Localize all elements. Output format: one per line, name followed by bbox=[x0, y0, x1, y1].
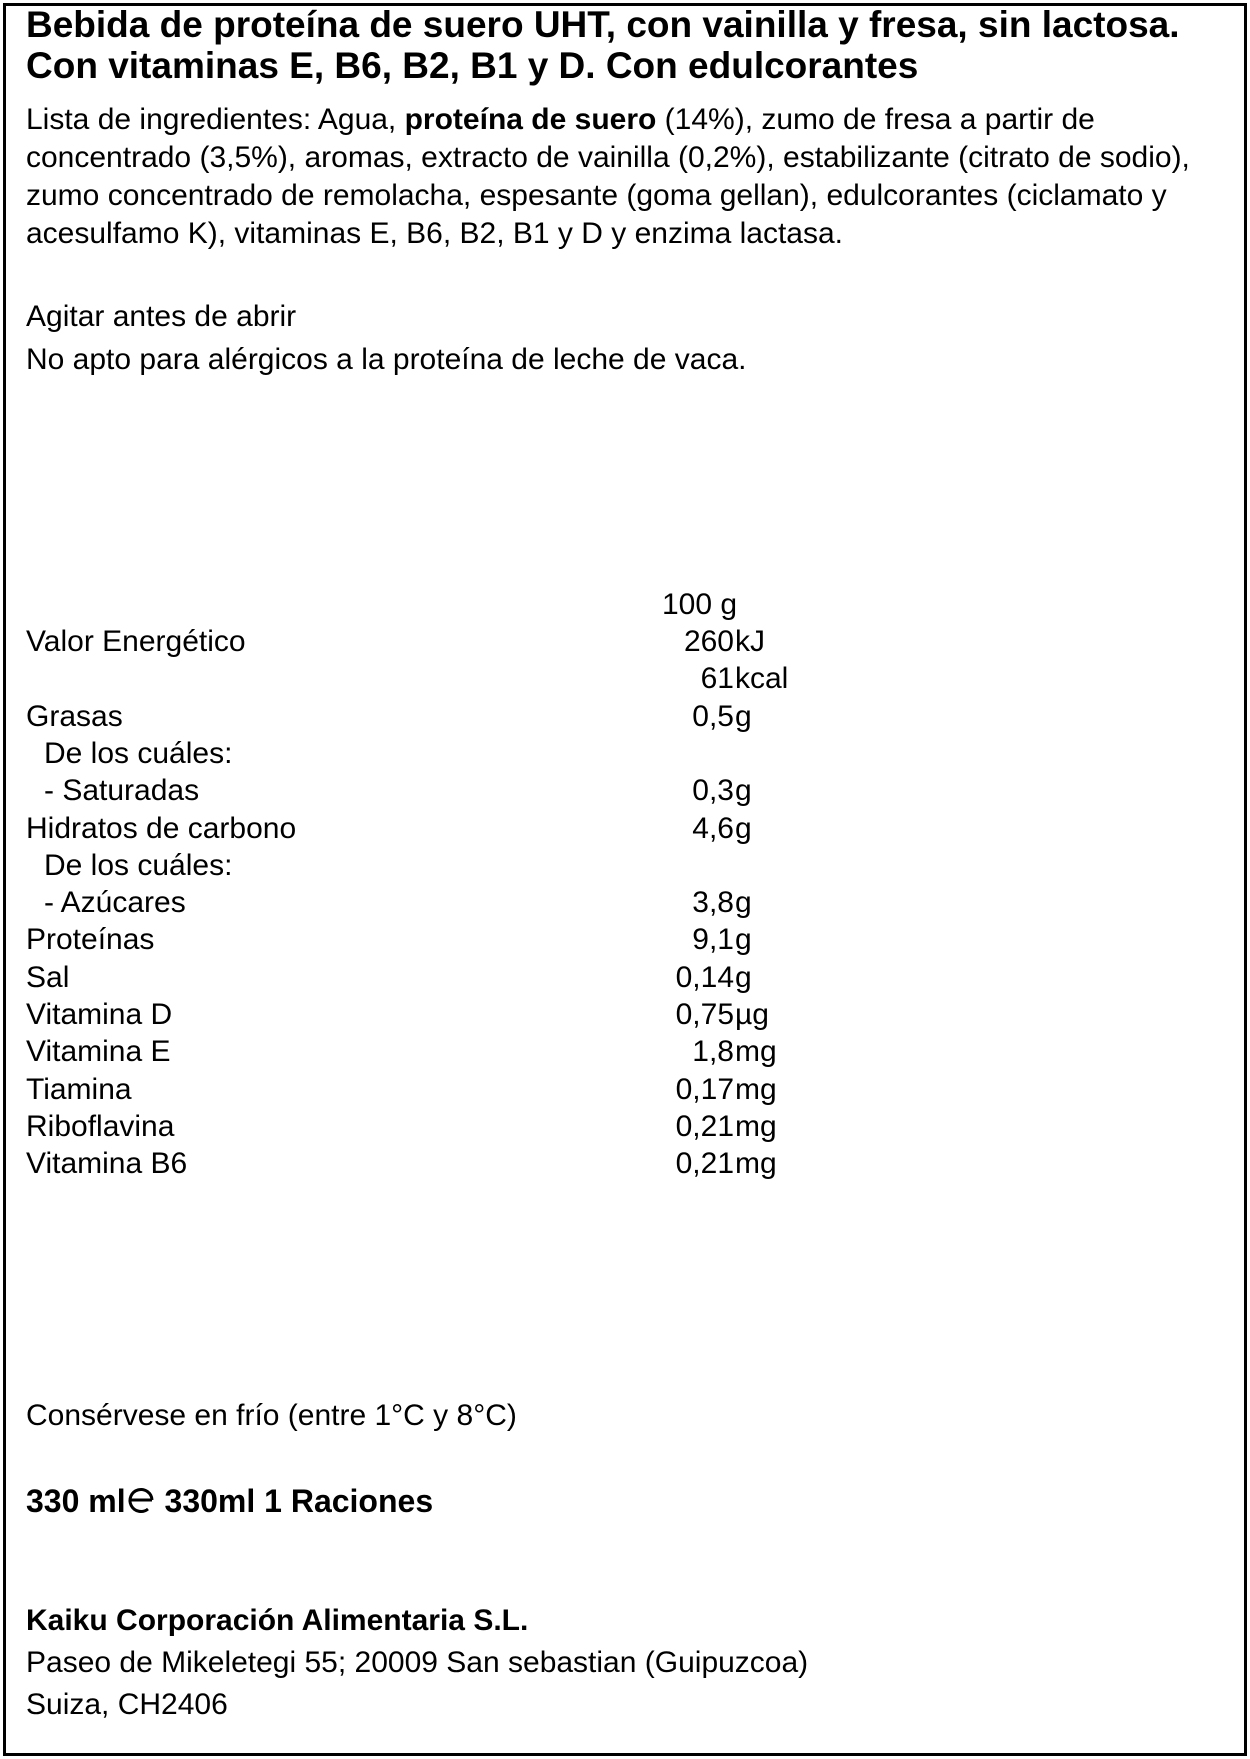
nutrition-unit: g bbox=[735, 774, 752, 807]
nutrition-row bbox=[0, 623, 1250, 660]
company-name: Kaiku Corporación Alimentaria S.L. bbox=[26, 1604, 529, 1637]
nutrition-header: 100 g bbox=[662, 588, 738, 621]
nutrition-row bbox=[0, 921, 1250, 958]
nutrition-unit: g bbox=[735, 886, 752, 919]
nutrition-row bbox=[0, 1145, 1250, 1182]
nutrition-label: - Saturadas bbox=[44, 774, 200, 807]
net-quantity-value: 330 ml bbox=[26, 1483, 126, 1519]
nutrition-unit: g bbox=[735, 700, 752, 733]
nutrition-label: Hidratos de carbono bbox=[26, 812, 297, 845]
nutrition-label: Grasas bbox=[26, 700, 123, 733]
estimated-sign-icon bbox=[126, 1484, 156, 1524]
nutrition-label: Valor Energético bbox=[26, 625, 246, 658]
ingredients-bold: proteína de suero bbox=[404, 103, 657, 136]
nutrition-label: - Azúcares bbox=[44, 886, 186, 919]
nutrition-row bbox=[0, 660, 1250, 697]
nutrition-value: 0,5 bbox=[692, 700, 734, 733]
ingredients-prefix: Lista de ingredientes: Agua, bbox=[26, 103, 405, 136]
company-country: Suiza, CH2406 bbox=[26, 1688, 228, 1721]
nutrition-unit: g bbox=[735, 812, 752, 845]
nutrition-value: 0,17 bbox=[675, 1073, 734, 1106]
nutrition-row bbox=[0, 996, 1250, 1033]
nutrition-row bbox=[0, 884, 1250, 921]
nutrition-row bbox=[0, 735, 1250, 772]
nutrition-row bbox=[0, 1033, 1250, 1070]
nutrition-label: Sal bbox=[26, 961, 70, 994]
nutrition-label: Vitamina B6 bbox=[26, 1147, 188, 1180]
nutrition-row bbox=[0, 698, 1250, 735]
storage-instruction: Consérvese en frío (entre 1°C y 8°C) bbox=[26, 1399, 517, 1432]
nutrition-row bbox=[0, 1071, 1250, 1108]
nutrition-value: 61 bbox=[700, 662, 734, 695]
nutrition-label: Riboflavina bbox=[26, 1110, 175, 1143]
nutrition-label: De los cuáles: bbox=[44, 849, 233, 882]
net-quantity bbox=[26, 1481, 433, 1524]
nutrition-unit: mg bbox=[735, 1035, 777, 1068]
nutrition-unit: mg bbox=[735, 1147, 777, 1180]
nutrition-unit: µg bbox=[735, 998, 769, 1031]
nutrition-label: Tiamina bbox=[26, 1073, 132, 1106]
nutrition-unit: mg bbox=[735, 1073, 777, 1106]
nutrition-label: Proteínas bbox=[26, 923, 155, 956]
nutrition-unit: g bbox=[735, 923, 752, 956]
nutrition-value: 260 bbox=[683, 625, 734, 658]
nutrition-value: 1,8 bbox=[692, 1035, 734, 1068]
nutrition-row bbox=[0, 772, 1250, 809]
ingredients-rest: (14%), zumo de fresa a partir de concentrado (3,5%), aromas, extracto de vainilla (0,2%), estabilizante (citrato de sodio), zumo concentrado de remolacha, espesante (goma gellan), edulcorantes (ciclamato y acesulfamo K), vitaminas E, B6, B2, B1 y D y enzima lactasa. bbox=[26, 103, 1190, 250]
nutrition-unit: mg bbox=[735, 1110, 777, 1143]
company-address: Paseo de Mikeletegi 55; 20009 San sebastian (Guipuzcoa) bbox=[26, 1646, 809, 1679]
nutrition-unit: kcal bbox=[735, 662, 789, 695]
net-quantity-rest: 330ml 1 Raciones bbox=[155, 1483, 434, 1519]
shake-instruction: Agitar antes de abrir bbox=[26, 300, 297, 333]
nutrition-unit: g bbox=[735, 961, 752, 994]
nutrition-row bbox=[0, 959, 1250, 996]
nutrition-row bbox=[0, 1108, 1250, 1145]
nutrition-label: De los cuáles: bbox=[44, 737, 233, 770]
nutrition-label: Vitamina D bbox=[26, 998, 173, 1031]
nutrition-value: 0,21 bbox=[675, 1110, 734, 1143]
nutrition-row bbox=[0, 810, 1250, 847]
nutrition-value: 0,14 bbox=[675, 961, 734, 994]
nutrition-value: 0,3 bbox=[692, 774, 734, 807]
nutrition-row bbox=[0, 847, 1250, 884]
nutrition-value: 0,21 bbox=[675, 1147, 734, 1180]
allergy-warning: No apto para alérgicos a la proteína de leche de vaca. bbox=[26, 343, 747, 376]
nutrition-unit: kJ bbox=[735, 625, 765, 658]
nutrition-value: 3,8 bbox=[692, 886, 734, 919]
nutrition-value: 0,75 bbox=[675, 998, 734, 1031]
ingredients-list bbox=[26, 101, 1226, 253]
product-title: Bebida de proteína de suero UHT, con vainilla y fresa, sin lactosa. Con vitaminas E, B6, B2, B1 y D. Con edulcorantes bbox=[26, 4, 1180, 86]
nutrition-value: 4,6 bbox=[692, 812, 734, 845]
nutrition-value: 9,1 bbox=[692, 923, 734, 956]
nutrition-label: Vitamina E bbox=[26, 1035, 171, 1068]
